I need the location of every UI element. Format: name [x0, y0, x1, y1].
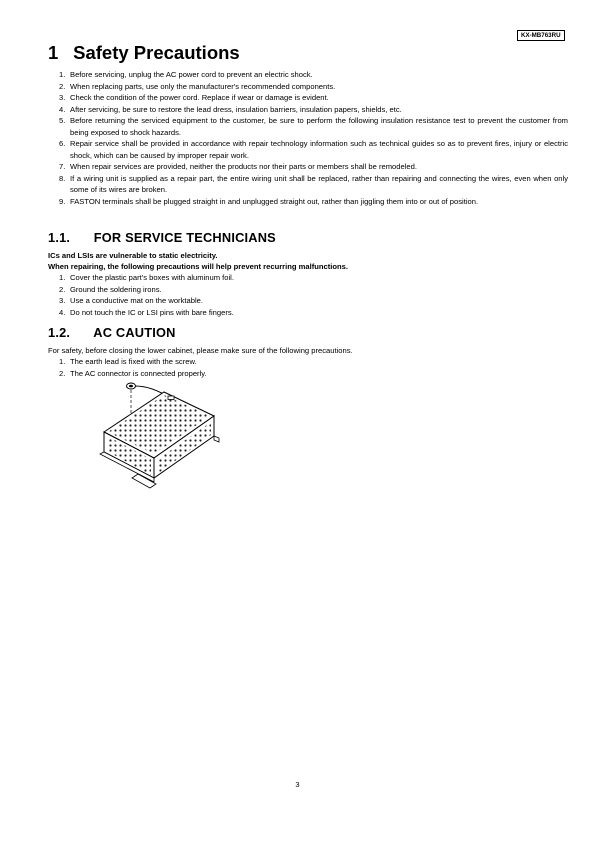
precautions-list: [48, 69, 568, 207]
list-item: 9. FASTON terminals shall be plugged straight in and unplugged straight out, rather than jiggling them into or out of position.: [59, 196, 479, 206]
list-item: 5. Before returning the serviced equipment to the customer, be sure to perform the following insulation resistance test to prevent the customer from being exposed to shock hazards.: [59, 116, 568, 137]
list-item: 1. Before servicing, unplug the AC power cord to prevent an electric shock.: [59, 70, 313, 79]
list-item: 1. The earth lead is fixed with the screw.: [59, 357, 197, 366]
list-item: 7. When repair services are provided, neither the products nor their parts or members shall be remodeled.: [59, 162, 417, 171]
list-item: 3. Check the condition of the power cord. Replace if wear or damage is evident.: [59, 93, 329, 102]
list-item: 2. Ground the soldering irons.: [59, 284, 162, 294]
list-item: 6. Repair service shall be provided in accordance with repair technology information such as technical guides so as to prevent fires, injury or electric shock, which can be caused by improper repair work.: [59, 139, 568, 160]
subsection-title: AC CAUTION: [93, 325, 176, 340]
list-item: 4. After servicing, be sure to restore the lead dress, insulation barriers, insulation papers, shields, etc.: [59, 104, 402, 114]
subsection-number: 1.2.: [48, 325, 71, 340]
model-number-tag: KX-MB763RU: [517, 30, 565, 41]
subsection-title: FOR SERVICE TECHNICIANS: [93, 230, 276, 245]
subsection-heading-service: [48, 230, 276, 245]
section-number: 1: [48, 42, 59, 63]
list-item: 2. The AC connector is connected properly.: [59, 368, 207, 378]
subsection-heading-ac: [48, 325, 176, 340]
static-warning: ICs and LSIs are vulnerable to static electricity.: [48, 251, 218, 260]
subsection-number: 1.1.: [48, 230, 71, 245]
technician-list: [48, 272, 568, 318]
repair-warning: When repairing, the following precautions will help prevent recurring malfunctions.: [48, 262, 348, 271]
list-item: 1. Cover the plastic part's boxes with aluminum foil.: [59, 273, 234, 282]
page-number: 3: [295, 780, 300, 789]
list-item: 4. Do not touch the IC or LSI pins with bare fingers.: [59, 307, 234, 317]
ac-list: [48, 356, 568, 379]
power-supply-unit-illustration: [98, 378, 223, 490]
ac-intro: For safety, before closing the lower cabinet, please make sure of the following precautions.: [48, 346, 353, 355]
list-item: 3. Use a conductive mat on the worktable.: [59, 296, 203, 305]
section-title: Safety Precautions: [73, 42, 240, 63]
list-item: 8. If a wiring unit is supplied as a repair part, the entire wiring unit shall be replaced, rather than repairing and connecting the wires, even when only some of its wires are broken.: [59, 173, 568, 194]
section-heading: [48, 42, 240, 64]
list-item: 2. When replacing parts, use only the manufacturer's recommended components.: [59, 81, 336, 91]
